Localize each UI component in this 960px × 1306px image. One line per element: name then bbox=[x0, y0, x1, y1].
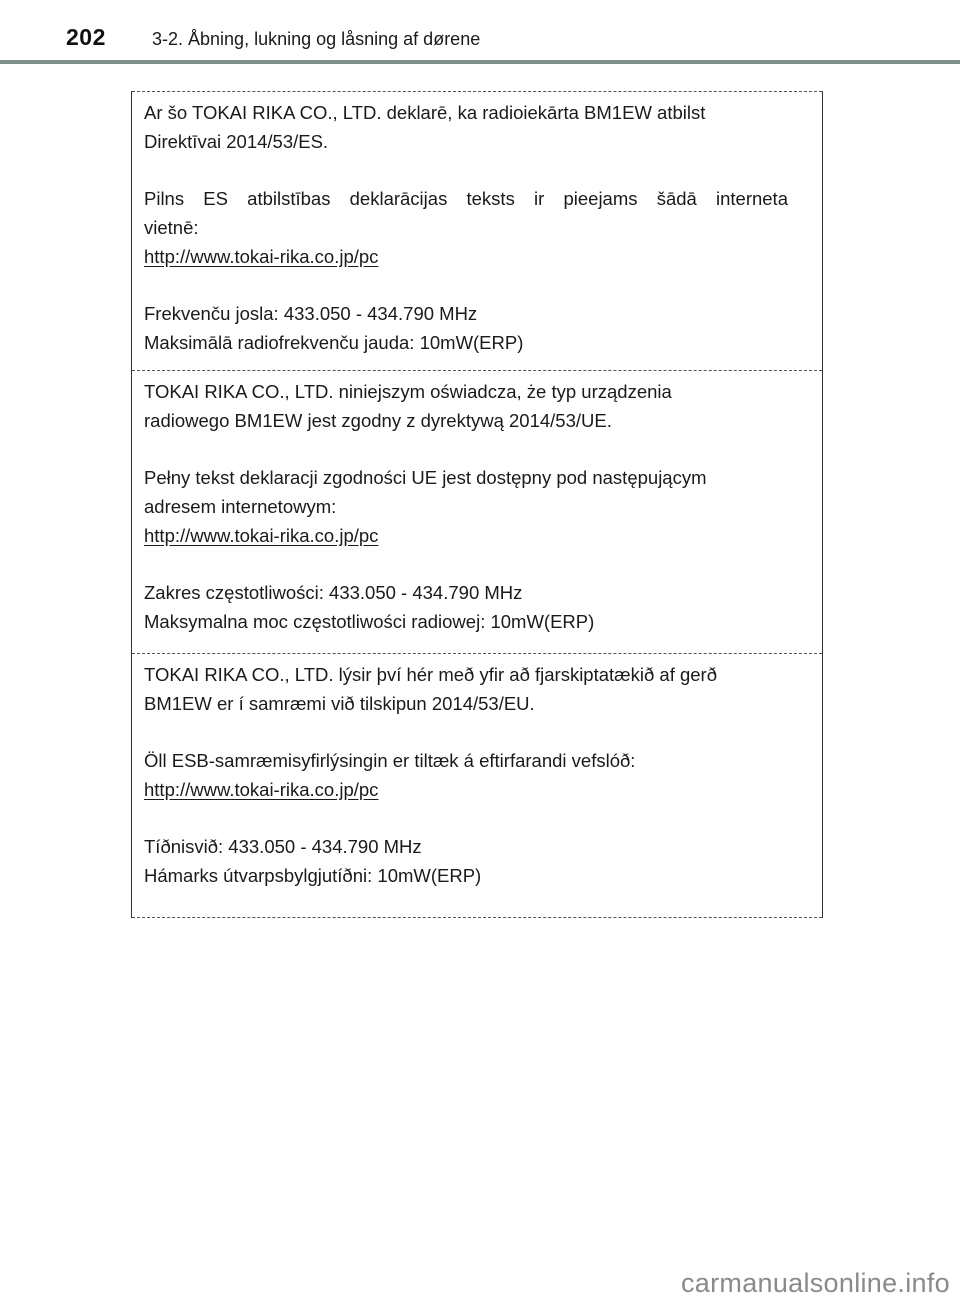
spacer bbox=[144, 435, 822, 463]
max-power: Hámarks útvarpsbylgjutíðni: 10mW(ERP) bbox=[144, 865, 482, 886]
declaration-url-link[interactable]: http://www.tokai-rika.co.jp/pc bbox=[144, 779, 379, 800]
spacer bbox=[144, 156, 822, 184]
declaration-icelandic bbox=[132, 653, 822, 918]
watermark: carmanualsonline.info bbox=[681, 1268, 950, 1298]
page-header bbox=[0, 0, 960, 66]
header-divider bbox=[0, 60, 960, 64]
declaration-latvian bbox=[132, 91, 822, 370]
spacer bbox=[144, 550, 822, 578]
frequency-band: Frekvenču josla: 433.050 - 434.790 MHz bbox=[144, 303, 478, 324]
max-power: Maksymalna moc częstotliwości radiowej: 10mW(ERP) bbox=[144, 611, 595, 632]
fulltext-line: Pilns ES atbilstības deklarācijas teksts ir pieejams šādā interneta bbox=[144, 188, 788, 209]
page-number: 202 bbox=[66, 24, 106, 50]
declaration-url-link[interactable]: http://www.tokai-rika.co.jp/pc bbox=[144, 525, 379, 546]
statement-line: Direktīvai 2014/53/ES. bbox=[144, 131, 329, 152]
statement-line: TOKAI RIKA CO., LTD. lýsir því hér með yfir að fjarskiptatækið af gerð bbox=[144, 664, 718, 685]
fulltext-line: adresem internetowym: bbox=[144, 496, 337, 517]
fulltext-line: Pełny tekst deklaracji zgodności UE jest dostępny pod następującym bbox=[144, 467, 707, 488]
spacer bbox=[144, 718, 822, 746]
max-power: Maksimālā radiofrekvenču jauda: 10mW(ERP) bbox=[144, 332, 524, 353]
fulltext-line: Öll ESB-samræmisyfirlýsingin er tiltæk á eftirfarandi vefslóð: bbox=[144, 750, 636, 771]
statement-line: Ar šo TOKAI RIKA CO., LTD. deklarē, ka radioiekārta BM1EW atbilst bbox=[144, 102, 706, 123]
fulltext-line: vietnē: bbox=[144, 217, 199, 238]
spacer bbox=[144, 804, 822, 832]
frequency-band: Tíðnisvið: 433.050 - 434.790 MHz bbox=[144, 836, 422, 857]
statement-line: BM1EW er í samræmi við tilskipun 2014/53/EU. bbox=[144, 693, 535, 714]
declaration-url-link[interactable]: http://www.tokai-rika.co.jp/pc bbox=[144, 246, 379, 267]
frequency-band: Zakres częstotliwości: 433.050 - 434.790 MHz bbox=[144, 582, 523, 603]
statement-line: radiowego BM1EW jest zgodny z dyrektywą 2014/53/UE. bbox=[144, 410, 612, 431]
section-title: 3-2. Åbning, lukning og låsning af dørene bbox=[152, 29, 481, 49]
statement-line: TOKAI RIKA CO., LTD. niniejszym oświadcza, że typ urządzenia bbox=[144, 381, 672, 402]
spacer bbox=[144, 271, 822, 299]
declaration-polish bbox=[132, 370, 822, 653]
declarations-box bbox=[131, 91, 823, 918]
